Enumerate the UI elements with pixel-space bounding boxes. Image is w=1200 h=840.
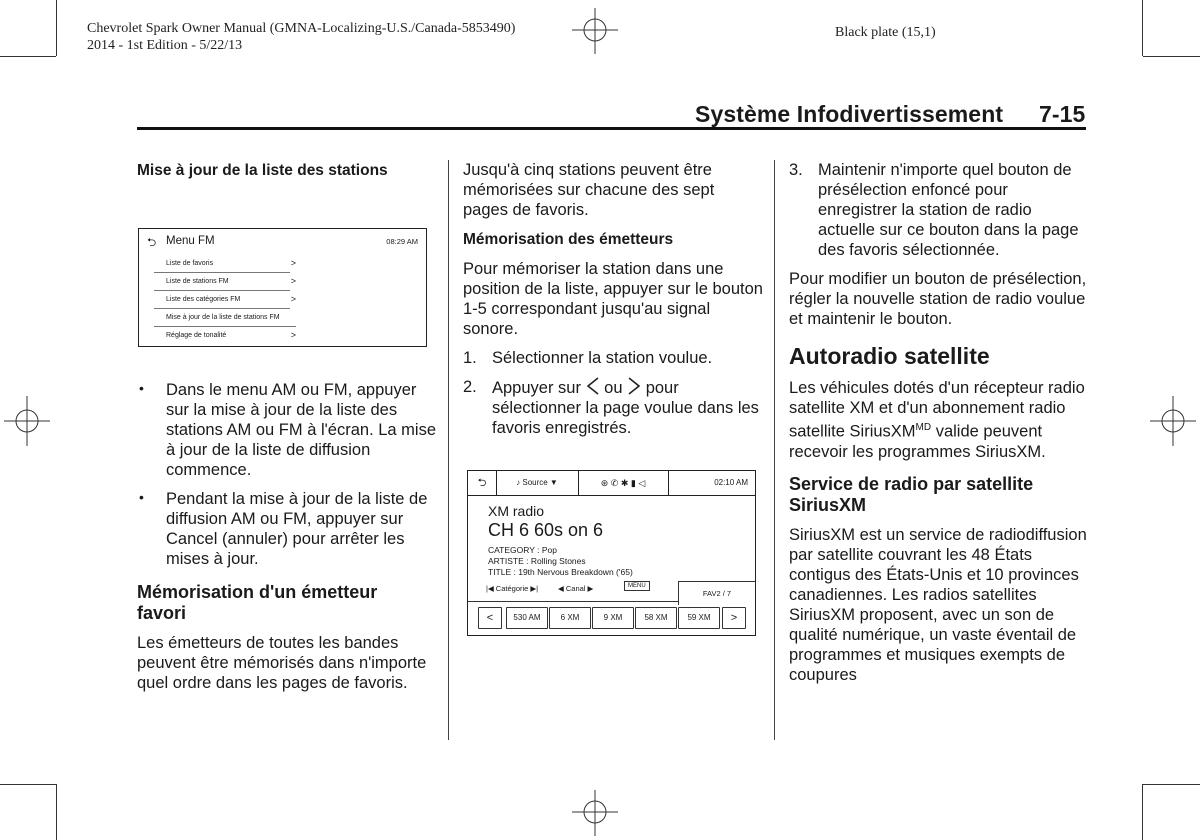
heading-station-list-update: Mise à jour de la liste des stations [137, 162, 388, 179]
menu-row: Liste des catégories FM > [154, 291, 290, 309]
chevron-left-icon [586, 377, 600, 395]
fav-page-indicator: FAV2 / 7 [678, 581, 755, 605]
menu-button: MENU [624, 581, 650, 591]
registration-mark-right [1150, 396, 1196, 446]
header-line-2: 2014 - 1st Edition - 5/22/13 [87, 38, 243, 53]
preset-button: 6 XM [549, 607, 591, 629]
paragraph: Les véhicules dotés d'un récepteur radio satellite XM et d'un abonnement radio satellite SiriusXM$^{MD}$ valide peuvent recevoir les programmes SiriusXM. [789, 379, 1085, 461]
black-plate: Black plate (15,1) [835, 25, 936, 40]
crop-mark [1142, 784, 1143, 840]
back-icon: ⮌ [147, 237, 157, 249]
bullet-item: • Pendant la mise à jour de la liste de diffusion AM ou FM, appuyer sur Cancel (annuler) pour arrêter les mises à jour. [139, 489, 428, 568]
column-1-lower [137, 380, 437, 693]
screen-title: Menu FM [166, 235, 215, 247]
print-header [87, 20, 515, 54]
heading-favorite-station: Mémorisation d'un émetteur favori [137, 582, 378, 623]
section-title: Système Infodivertissement [695, 101, 1004, 127]
page-number: 7-15 [1039, 101, 1086, 127]
registration-mark-top [570, 8, 620, 54]
crop-mark [1143, 56, 1200, 57]
column-3 [789, 160, 1089, 685]
registration-mark-bottom [570, 790, 620, 836]
category-label: CATEGORY : Pop [488, 545, 557, 555]
heading-siriusxm-service: Service de radio par satellite SiriusXM [789, 473, 1034, 515]
band-label: XM radio [488, 503, 545, 519]
chevron-right-icon: > [290, 330, 296, 340]
fm-menu-screen [138, 228, 427, 347]
preset-button: 59 XM [678, 607, 720, 629]
next-page-button: > [722, 607, 746, 629]
title-rule [137, 127, 1086, 130]
song-label: TITLE : 19th Nervous Breakdown ('65) [488, 567, 633, 577]
chevron-right-icon: > [290, 276, 296, 286]
column-divider [448, 160, 449, 740]
paragraph: Jusqu'à cinq stations peuvent être mémorisées sur chacune des sept pages de favoris. [463, 161, 715, 219]
source-button: ♪ Source ▼ [496, 471, 579, 495]
crop-mark [0, 784, 56, 785]
trademark-sup: MD [915, 422, 932, 433]
bullet-item: • Dans le menu AM ou FM, appuyer sur la mise à jour de la liste des stations AM ou FM à l'écran. La mise à jour de la liste de diffusion commence. [139, 380, 437, 479]
category-button: |◀ Catégorie ▶| [486, 584, 539, 593]
menu-row: Mise à jour de la liste de stations FM [154, 309, 296, 327]
prev-page-button: < [478, 607, 502, 629]
step-1: 1. Sélectionner la station voulue. [463, 349, 713, 367]
column-2 [463, 160, 763, 438]
preset-button: 530 AM [506, 607, 548, 629]
column-divider [774, 160, 775, 740]
header-line-1: Chevrolet Spark Owner Manual (GMNA-Localizing-U.S./Canada-5853490) [87, 21, 516, 36]
paragraph: Pour modifier un bouton de présélection, régler la nouvelle station de radio voulue et maintenir le bouton. [789, 270, 1087, 328]
artist-label: ARTISTE : Rolling Stones [488, 556, 586, 566]
menu-row: Liste de favoris > [154, 255, 290, 273]
paragraph: SiriusXM est un service de radiodiffusion par satellite couvrant les 48 États contigus des États-Unis et 10 provinces canadiennes. Les radios satellites SiriusXM proposent, avec un son de qualité numérique, un vaste éventail de programmes et musiques exempts de coupures [789, 525, 1087, 684]
crop-mark [56, 784, 57, 840]
preset-bar-divider [468, 601, 678, 602]
crop-mark [1142, 0, 1143, 56]
back-icon: ⮌ [468, 471, 497, 495]
crop-mark [56, 0, 57, 56]
column-1 [137, 160, 437, 181]
status-icons: ⊛ ✆ ✱ ▮ ◁ [578, 471, 669, 495]
crop-mark [1143, 784, 1200, 785]
chevron-right-icon: > [290, 258, 296, 268]
channel-button: ◀ Canal ▶ [558, 584, 594, 593]
preset-button: 9 XM [592, 607, 634, 629]
status-bar [468, 471, 755, 496]
crop-mark [0, 56, 56, 57]
paragraph: Pour mémoriser la station dans une position de la liste, appuyer sur le bouton 1-5 correspondant jusqu'au signal sonore. [463, 260, 763, 338]
heading-store-stations: Mémorisation des émetteurs [463, 231, 674, 248]
preset-button: 58 XM [635, 607, 677, 629]
paragraph: Les émetteurs de toutes les bandes peuvent être mémorisés dans n'importe quel ordre dans les pages de favoris. [137, 634, 427, 692]
step-3: 3. Maintenir n'importe quel bouton de présélection enfoncé pour enregistrer la station de radio actuelle sur ce bouton dans la page des favoris sélectionnée. [789, 161, 1079, 259]
screen-time: 08:29 AM [386, 237, 418, 246]
step-2: 2. Appuyer sur ou pour sélectionner la page voulue dans les favoris enregistrés. [463, 378, 759, 437]
screen-time: 02:10 AM [714, 478, 748, 487]
xm-radio-screen [467, 470, 756, 636]
heading-satellite-radio: Autoradio satellite [789, 343, 990, 369]
chevron-right-icon [627, 377, 641, 395]
channel-label: CH 6 60s on 6 [488, 520, 604, 540]
registration-mark-left [4, 396, 50, 446]
chevron-right-icon: > [290, 294, 296, 304]
menu-row: Réglage de tonalité > [154, 327, 290, 344]
menu-row: Liste de stations FM > [154, 273, 290, 291]
